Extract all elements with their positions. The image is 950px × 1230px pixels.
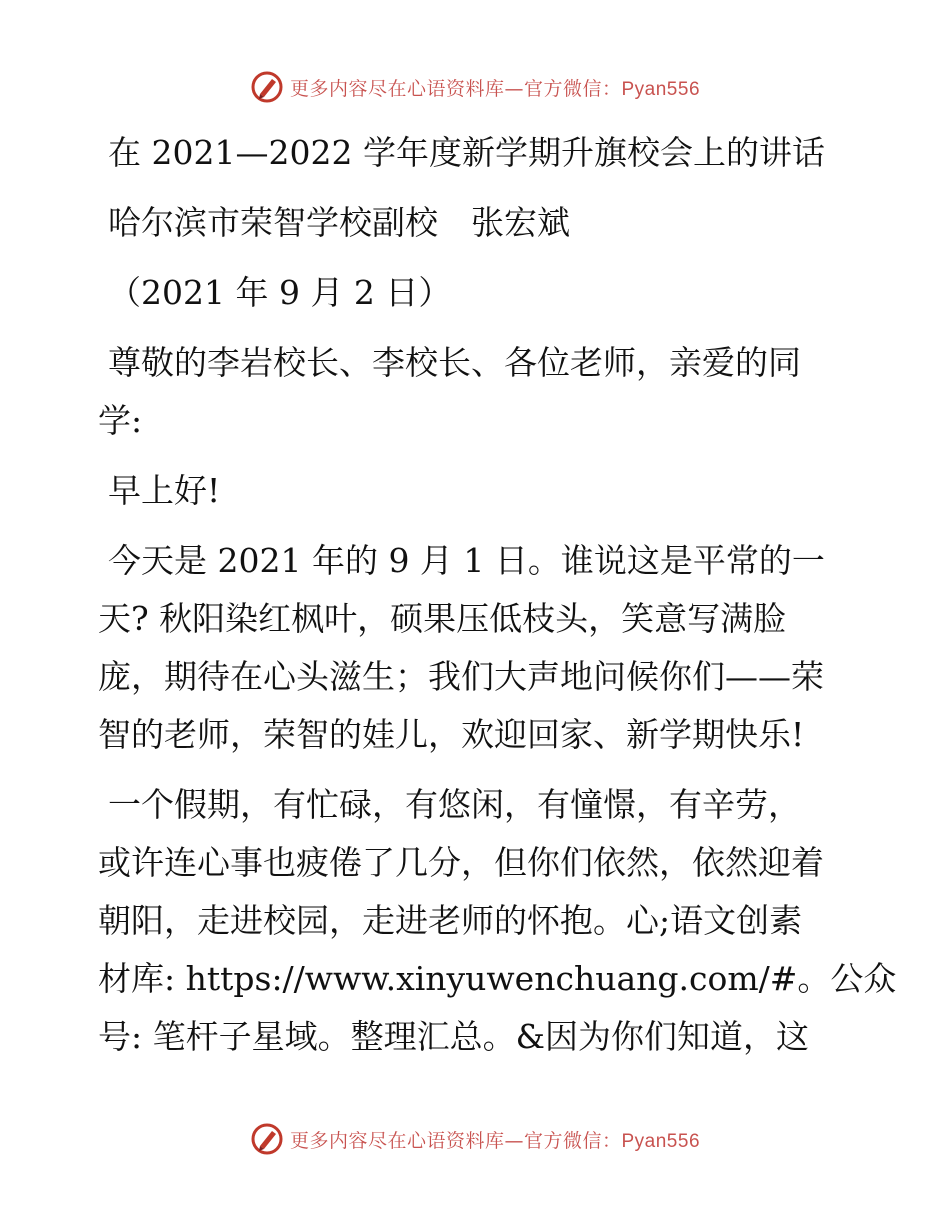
greeting: 早上好!	[108, 471, 221, 510]
document-author: 哈尔滨市荣智学校副校 张宏斌	[108, 203, 570, 242]
text-line: 天? 秋阳染红枫叶，硕果压低枝头，笑意写满脸	[98, 599, 787, 638]
text-line: 尊敬的李岩校长、李校长、各位老师，亲爱的同	[108, 343, 801, 382]
text-line: 庞，期待在心头滋生；我们大声地问候你们——荣	[98, 657, 824, 696]
text-line: 一个假期，有忙碌，有悠闲，有憧憬，有辛劳，	[108, 785, 801, 824]
pen-logo-icon	[250, 70, 284, 104]
watermark-footer	[0, 1122, 950, 1156]
text-line: 今天是 2021 年的 9 月 1 日。谁说这是平常的一	[108, 541, 825, 580]
salutation	[98, 334, 850, 450]
watermark-text: 更多内容尽在心语资料库—官方微信：Pyan556	[289, 77, 701, 100]
document-title: 在 2021—2022 学年度新学期升旗校会上的讲话	[108, 133, 825, 172]
document-date: （2021 年 9 月 2 日）	[108, 273, 452, 312]
text-line: 学:	[98, 401, 143, 440]
text-line: 号: 笔杆子星域。整理汇总。&因为你们知道，这	[98, 1017, 809, 1056]
text-line: 智的老师，荣智的娃儿，欢迎回家、新学期快乐!	[98, 715, 805, 754]
text-line: 或许连心事也疲倦了几分，但你们依然，依然迎着	[98, 843, 824, 882]
text-line: 朝阳，走进校园，走进老师的怀抱。心;语文创素	[98, 901, 803, 940]
watermark-text: 更多内容尽在心语资料库—官方微信：Pyan556	[289, 1129, 701, 1152]
text-line: 材库: https://www.xinyuwenchuang.com/#。公众	[98, 959, 897, 998]
paragraph-1	[98, 532, 850, 764]
pen-logo-icon	[250, 1122, 284, 1156]
watermark-header	[0, 70, 950, 104]
paragraph-2	[98, 776, 897, 1066]
document-body	[98, 124, 897, 1066]
